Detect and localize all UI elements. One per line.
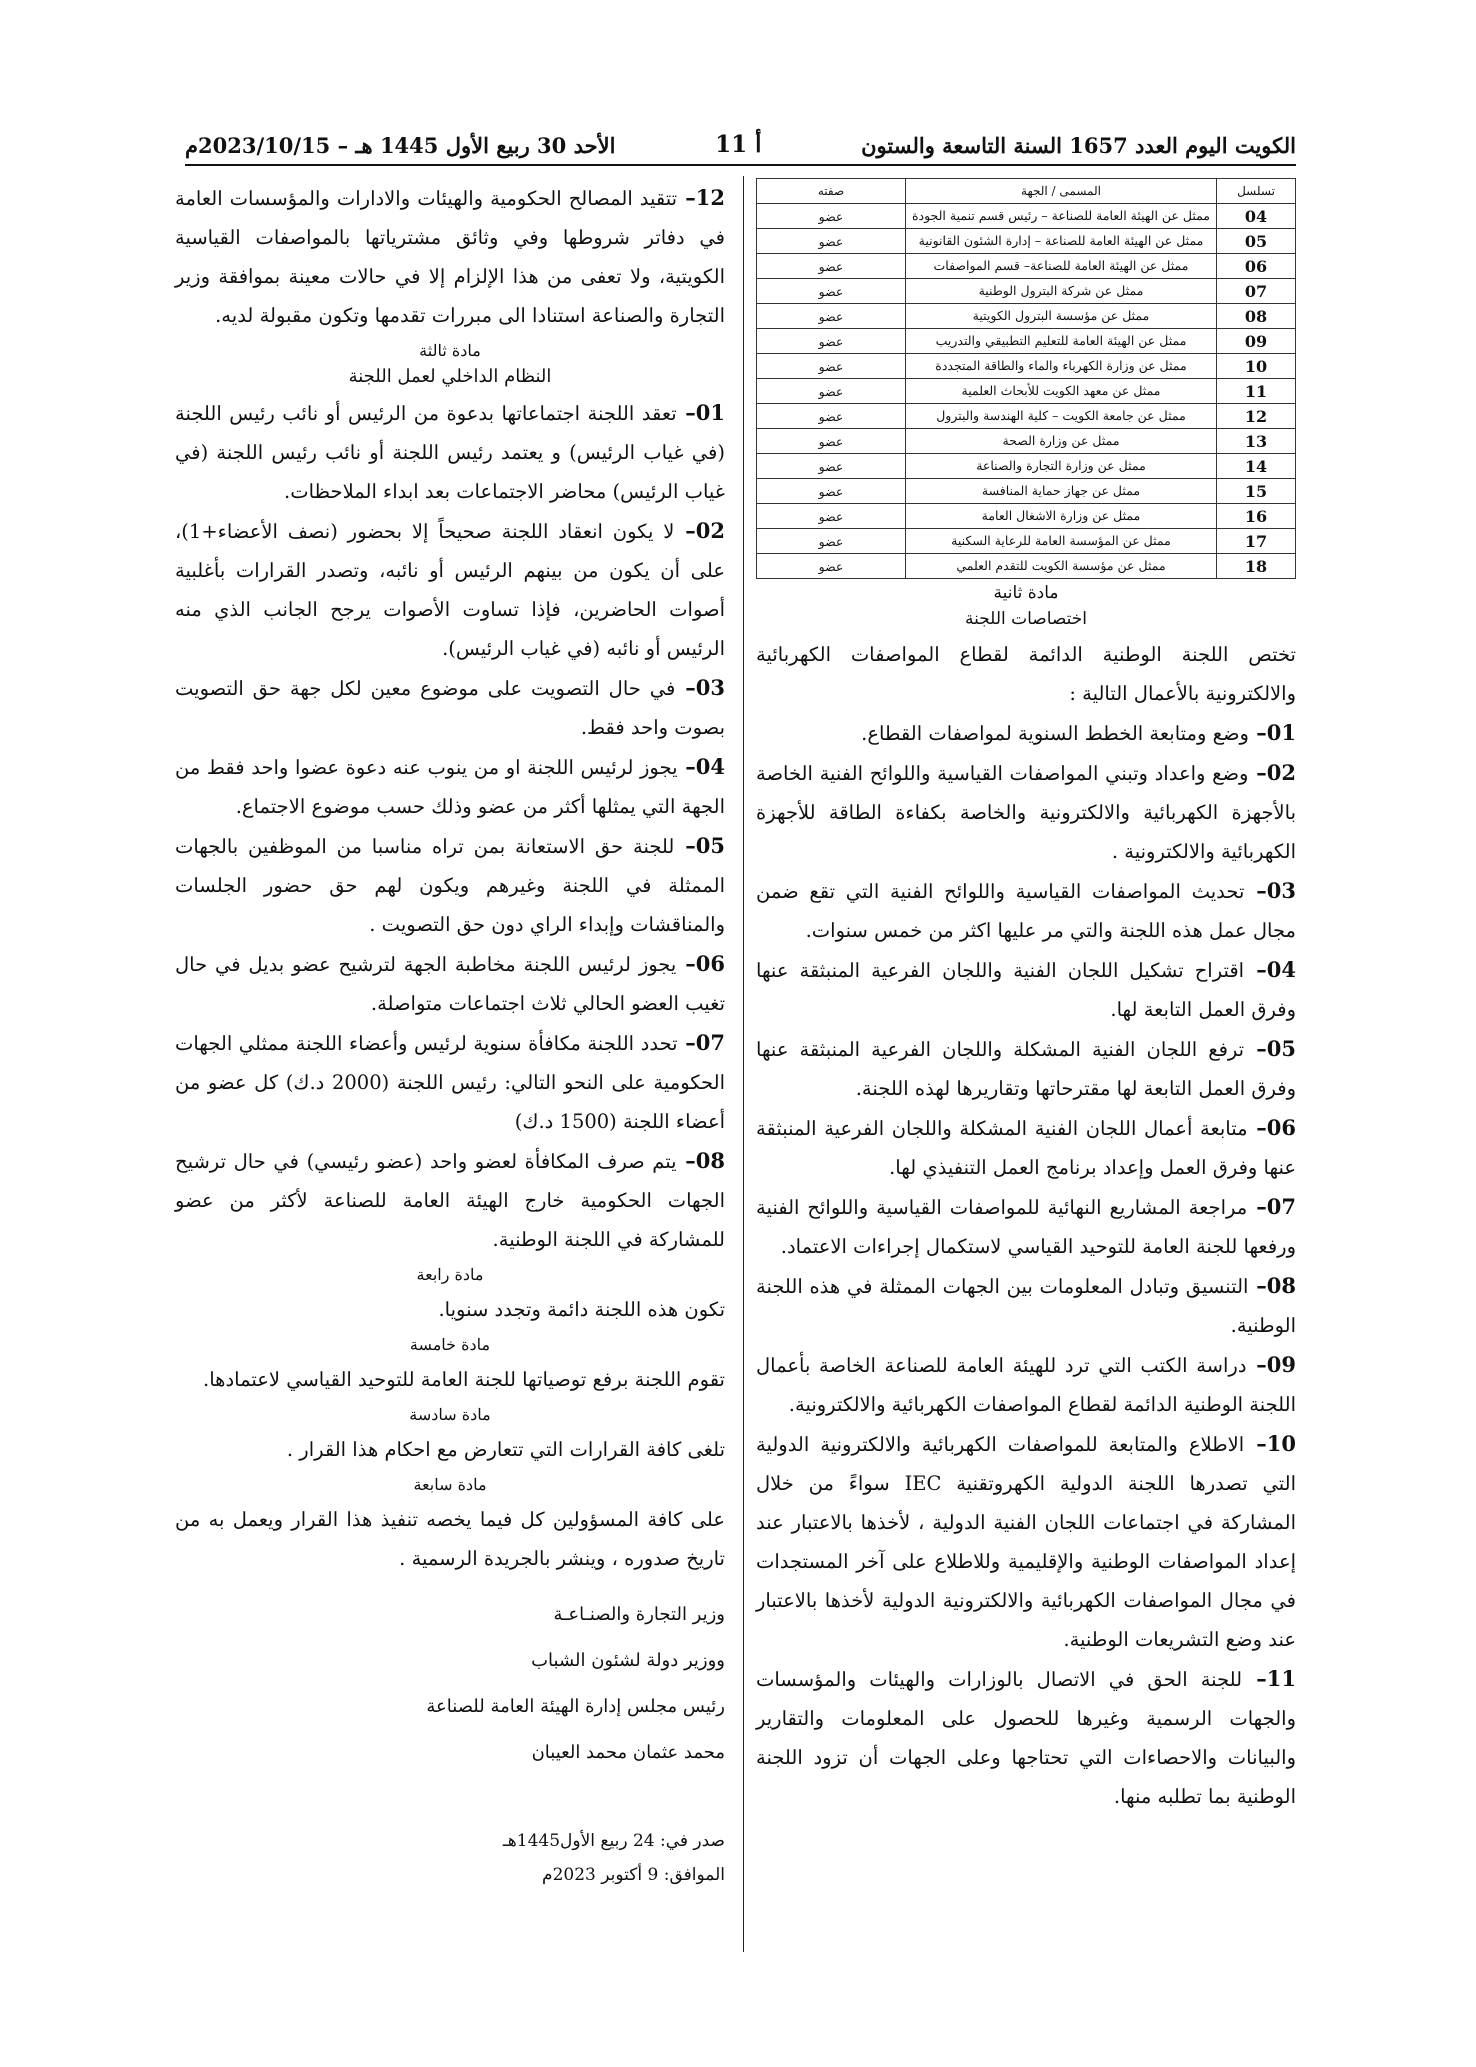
article-3-item: 08– يتم صرف المكافأة لعضو واحد (عضو رئيسي) في حال ترشيح الجهات الحكومية خارج الهيئة العامة للصناعة لأكثر من عضو للمشاركة في اللجنة الوطنية. [175, 1148, 726, 1251]
table-row [757, 479, 1296, 504]
row-role: عضو [757, 304, 906, 329]
table-header-row [757, 179, 1296, 204]
row-role: عضو [757, 204, 906, 229]
row-entity: ممثل عن جامعة الكويت – كلية الهندسة والبترول [906, 404, 1217, 429]
header-page-number: أ 11 [715, 131, 762, 158]
header-issue: الكويت اليوم العدد 1657 السنة التاسعة والستون [861, 133, 1296, 158]
signatory-title-3: رئيس مجلس إدارة الهيئة العامة للصناعة [426, 1696, 725, 1717]
corresponding-date: الموافق: 9 أكتوبر 2023م [542, 1865, 725, 1885]
article-5-title: مادة خامسة [409, 1335, 491, 1354]
row-serial: 17 [1217, 529, 1296, 554]
row-entity: ممثل عن الهيئة العامة للصناعة – رئيس قسم تنمية الجودة [906, 204, 1217, 229]
row-serial: 18 [1217, 554, 1296, 579]
article-3-item: 04– يجوز لرئيس اللجنة او من ينوب عنه دعوة عضوا واحد فقط من الجهة التي يمثلها أكثر من عضو وذلك حسب موضوع الاجتماع. [175, 754, 725, 818]
article-2-item: 10– الاطلاع والمتابعة للمواصفات الكهربائية والالكترونية الدولية التي تصدرها اللجنة الدولية الكهروتقنية IEC سواءً من خلال المشاركة في اجتماعات اللجان الفنية الدولية ، لأخذها بالاعتبار عند إعداد المواصفات الوطنية والإقليمية وللاطلاع على آخر المستجدات في مجال المواصفات الكهربائية والالكترونية الدولية لأخذها بالاعتبار عند وضع التشريعات الوطنية. [756, 1431, 1296, 1651]
table-row [757, 354, 1296, 379]
table-row [757, 229, 1296, 254]
article-2-intro: تختص اللجنة الوطنية الدائمة لقطاع المواصفات الكهربائية والالكترونية بالأعمال التالية : [756, 643, 1296, 705]
table-row [757, 379, 1296, 404]
article-2-item: 01– وضع ومتابعة الخطط السنوية لمواصفات القطاع. [861, 720, 1296, 745]
article-3-item: 02– لا يكون انعقاد اللجنة صحيحاً إلا بحضور (نصف الأعضاء+1)، على أن يكون من بينهم الرئيس أو نائبه، وتصدر القرارات بأغلبية أصوات الحاضرين، فإذا تساوت الأصوات يرجح الجانب الذي منه الرئيس أو نائبه (في غياب الرئيس). [175, 518, 726, 660]
row-entity: ممثل عن مؤسسة البترول الكويتية [906, 304, 1217, 329]
row-entity: ممثل عن وزارة الاشغال العامة [906, 504, 1217, 529]
table-row [757, 204, 1296, 229]
signatory-name: محمد عثمان محمد العيبان [531, 1742, 725, 1763]
row-serial: 10 [1217, 354, 1296, 379]
row-serial: 16 [1217, 504, 1296, 529]
row-serial: 09 [1217, 329, 1296, 354]
row-entity: ممثل عن شركة البترول الوطنية [906, 279, 1217, 304]
members-table [756, 178, 1296, 579]
row-role: عضو [757, 279, 906, 304]
signatory-title-2: ووزير دولة لشئون الشباب [531, 1650, 725, 1671]
article-2-item: 05– ترفع اللجان الفنية المشكلة واللجان الفرعية المنبثقة عنها وفرق العمل التابعة لها مقترحاتها وتقاريرها لهذه اللجنة. [756, 1036, 1297, 1100]
table-row [757, 504, 1296, 529]
article-2-item: 02– وضع واعداد وتبني المواصفات القياسية واللوائح الفنية الخاصة بالأجهزة الكهربائية والالكترونية والخاصة بكفاءة الطاقة للأجهزة الكهربائية والالكترونية . [756, 760, 1296, 863]
header-date: الأحد 30 ربيع الأول 1445 هـ – 2023/10/15م [185, 133, 616, 158]
table-row [757, 329, 1296, 354]
row-entity: ممثل عن وزارة الصحة [906, 429, 1217, 454]
article-3-item: 01– تعقد اللجنة اجتماعاتها بدعوة من الرئيس أو نائب رئيس اللجنة (في غياب الرئيس) و يعتمد رئيس اللجنة أو نائب رئيس اللجنة (في غياب الرئيس) محاضر الاجتماعات بعد ابداء الملاحظات. [175, 400, 726, 503]
row-entity: ممثل عن مؤسسة الكويت للتقدم العلمي [906, 554, 1217, 579]
row-entity: ممثل عن الهيئة العامة للصناعة – إدارة الشئون القانونية [906, 229, 1217, 254]
article-6-title: مادة سادسة [409, 1405, 491, 1424]
table-row [757, 554, 1296, 579]
row-serial: 15 [1217, 479, 1296, 504]
article-2-items [756, 713, 1296, 1816]
col-header-serial: تسلسل [1217, 179, 1296, 204]
table-row [757, 404, 1296, 429]
article-2-title: مادة ثانية [993, 583, 1059, 603]
table-row [757, 454, 1296, 479]
table-row [757, 279, 1296, 304]
row-role: عضو [757, 354, 906, 379]
row-serial: 07 [1217, 279, 1296, 304]
row-entity: ممثل عن وزارة التجارة والصناعة [906, 454, 1217, 479]
row-role: عضو [757, 454, 906, 479]
article-2-item: 06– متابعة أعمال اللجان الفنية المشكلة واللجان الفرعية المنبثقة عنها وفرق العمل وإعداد برنامج العمل التنفيذي لها. [756, 1115, 1296, 1179]
row-entity: ممثل عن معهد الكويت للأبحاث العلمية [906, 379, 1217, 404]
article-2-item: 08– التنسيق وتبادل المعلومات بين الجهات الممثلة في هذه اللجنة الوطنية. [756, 1273, 1297, 1337]
issued-date: صدر في: 24 ربيع الأول1445هـ [502, 1831, 725, 1851]
row-role: عضو [757, 404, 906, 429]
row-serial: 08 [1217, 304, 1296, 329]
column-divider [743, 176, 744, 1952]
table-row [757, 304, 1296, 329]
row-role: عضو [757, 254, 906, 279]
row-entity: ممثل عن الهيئة العامة للتعليم التطبيقي والتدريب [906, 329, 1217, 354]
row-serial: 05 [1217, 229, 1296, 254]
table-row [757, 429, 1296, 454]
article-3-item: 07– تحدد اللجنة مكافأة سنوية لرئيس وأعضاء اللجنة ممثلي الجهات الحكومية على النحو التالي: رئيس اللجنة (2000 د.ك) كل عضو من أعضاء اللجنة (1500 د.ك) [175, 1030, 725, 1133]
article-6-text: تلغى كافة القرارات التي تتعارض مع احكام هذا القرار . [286, 1438, 725, 1461]
row-serial: 12 [1217, 404, 1296, 429]
table-row [757, 529, 1296, 554]
row-role: عضو [757, 429, 906, 454]
signatory-title-1: وزير التجارة والصنـاعـة [553, 1604, 725, 1625]
row-entity: ممثل عن الهيئة العامة للصناعة– قسم المواصفات [906, 254, 1217, 279]
row-role: عضو [757, 554, 906, 579]
row-entity: ممثل عن المؤسسة العامة للرعاية السكنية [906, 529, 1217, 554]
article-3-subtitle: النظام الداخلي لعمل اللجنة [348, 366, 552, 387]
issue-date-block [175, 1824, 725, 1892]
article-7-title: مادة سابعة [413, 1475, 487, 1494]
article-4-title: مادة رابعة [416, 1265, 484, 1284]
col-header-role: صفته [757, 179, 906, 204]
article-2-item: 09– دراسة الكتب التي ترد للهيئة العامة للصناعة الخاصة بأعمال اللجنة الوطنية الدائمة لقطاع المواصفات الكهربائية والالكترونية. [756, 1352, 1296, 1416]
article-2-item-12: 12– تتقيد المصالح الحكومية والهيئات والادارات والمؤسسات العامة في دفاتر شروطها وفي وثائق مشترياتها بالمواصفات القياسية الكويتية، ولا تعفى من هذا الإلزام إلا في حالات معينة بموافقة وزير التجارة والصناعة استنادا الى مبررات تقدمها وتكون مقبولة لديه. [175, 185, 726, 327]
row-entity: ممثل عن جهاز حماية المنافسة [906, 479, 1217, 504]
article-2-item: 11– للجنة الحق في الاتصال بالوزارات والهيئات والمؤسسات والجهات الرسمية وغيرها للحصول على المعلومات والتقارير والبيانات والاحصاءات التي تحتاجها وعلى الجهات أن تزود اللجنة الوطنية بما تطلبه منها. [756, 1666, 1297, 1808]
row-role: عضو [757, 229, 906, 254]
article-3-title: مادة ثالثة [419, 341, 481, 360]
page-header [185, 118, 1296, 158]
col-header-name: المسمى / الجهة [906, 179, 1217, 204]
article-3-item: 05– للجنة حق الاستعانة بمن تراه مناسبا من الموظفين بالجهات الممثلة في اللجنة وغيرهم ويكون لهم حق حضور الجلسات والمناقشات وإبداء الراي دون حق التصويت . [175, 833, 725, 936]
article-3-item: 06– يجوز لرئيس اللجنة مخاطبة الجهة لترشيح عضو بديل في حال تغيب العضو الحالي ثلاث اجتماعات متواصلة. [175, 951, 725, 1015]
article-4-text: تكون هذه اللجنة دائمة وتجدد سنويا. [438, 1298, 725, 1321]
article-3-item: 03– في حال التصويت على موضوع معين لكل جهة حق التصويت بصوت واحد فقط. [175, 675, 725, 739]
article-2-item: 04– اقتراح تشكيل اللجان الفنية واللجان الفرعية المنبثقة عنها وفرق العمل التابعة لها. [756, 957, 1296, 1021]
row-role: عضو [757, 504, 906, 529]
row-role: عضو [757, 379, 906, 404]
article-2-item: 03– تحديث المواصفات القياسية واللوائح الفنية التي تقع ضمن مجال عمل هذه اللجنة والتي مر عليها اكثر من خمس سنوات. [756, 878, 1297, 942]
row-role: عضو [757, 479, 906, 504]
row-entity: ممثل عن وزارة الكهرباء والماء والطاقة المتجددة [906, 354, 1217, 379]
article-5-text: تقوم اللجنة برفع توصياتها للجنة العامة للتوحيد القياسي لاعتمادها. [203, 1368, 725, 1391]
row-role: عضو [757, 329, 906, 354]
right-column [756, 178, 1296, 1816]
row-serial: 04 [1217, 204, 1296, 229]
row-serial: 14 [1217, 454, 1296, 479]
row-role: عضو [757, 529, 906, 554]
signature-block [175, 1592, 725, 1776]
article-3-items [175, 393, 725, 1259]
table-row [757, 254, 1296, 279]
article-2-subtitle: اختصاصات اللجنة [964, 609, 1088, 629]
header-rule [185, 164, 1296, 166]
left-column [175, 178, 725, 1892]
article-2-item: 07– مراجعة المشاريع النهائية للمواصفات القياسية واللوائح الفنية ورفعها للجنة العامة للتوحيد القياسي لاستكمال إجراءات الاعتماد. [756, 1194, 1297, 1258]
row-serial: 11 [1217, 379, 1296, 404]
article-7-text: على كافة المسؤولين كل فيما يخصه تنفيذ هذا القرار ويعمل به من تاريخ صدوره ، وينشر بالجريدة الرسمية . [175, 1508, 725, 1570]
row-serial: 06 [1217, 254, 1296, 279]
row-serial: 13 [1217, 429, 1296, 454]
